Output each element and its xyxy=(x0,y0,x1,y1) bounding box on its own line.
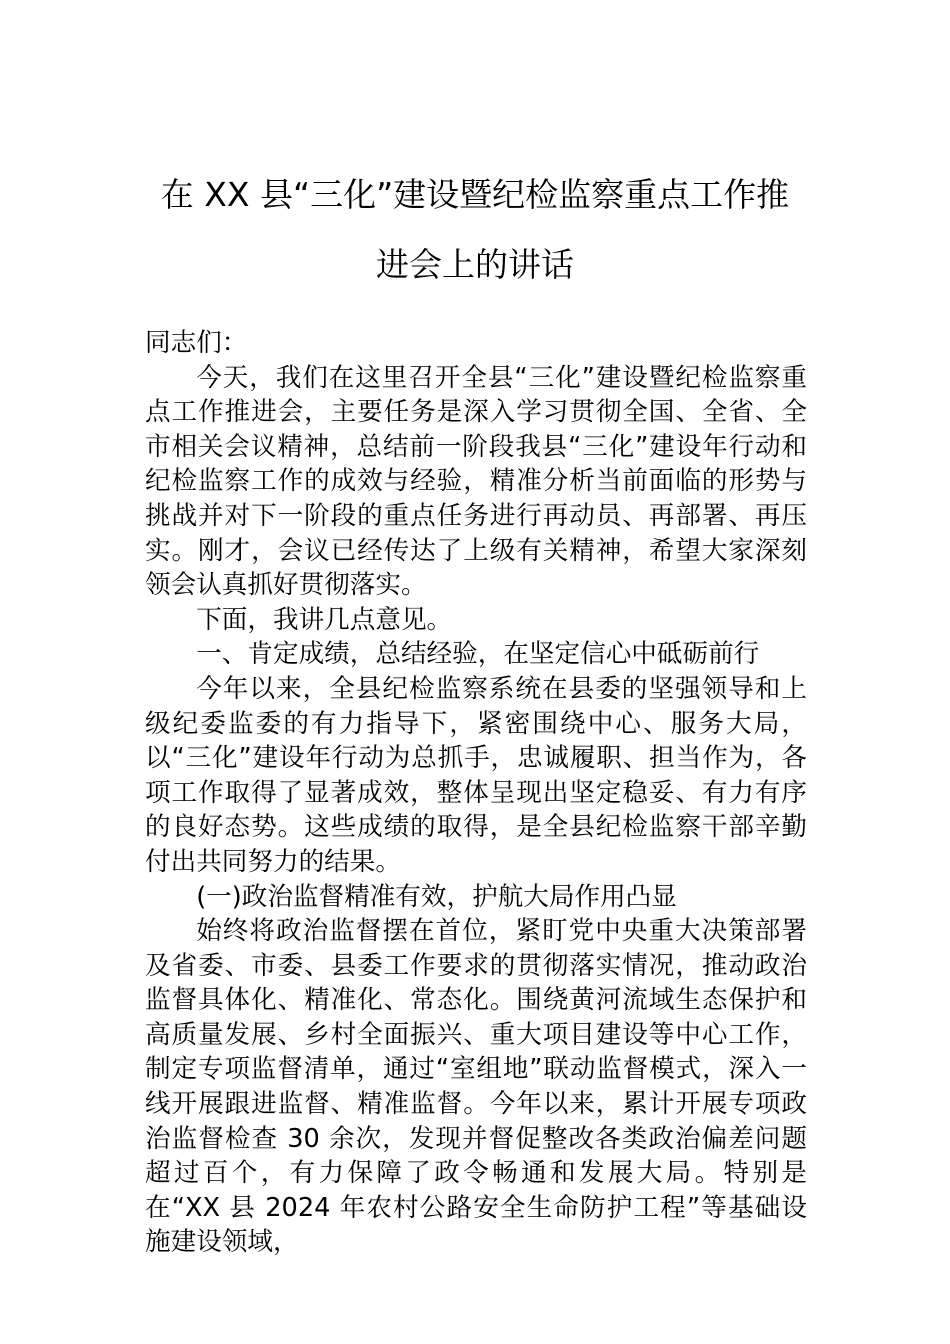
salutation: 同志们： xyxy=(145,328,248,358)
paragraph-transition: 下面，我讲几点意见。 xyxy=(196,604,453,635)
title-line-1: 在 XX 县“三化”建设暨纪检监察重点工作推 xyxy=(160,175,790,214)
document-title xyxy=(140,160,810,300)
paragraph-political-supervision: 始终将政治监督摆在首位，紧盯党中央重大决策部署及省委、市委、县委工作要求的贯彻落实情况，推动政治监督具体化、精准化、常态化。围绕黄河流域生态保护和高质量发展、乡村全面振兴、重大项目建设等中心工作，制定专项监督清单，通过“室组地”联动监督模式，深入一线开展跟进监督、精准监督。今年以来，累计开展专项政治监督检查 30 余次，发现并督促整改各类政治偏差问题超过百个，有力保障了政令畅通和发展大局。特别是在“XX 县 2024 年农村公路安全生命防护工程”等基础设施建设领域， xyxy=(145,916,807,1258)
paragraph-achievements: 今年以来，全县纪检监察系统在县委的坚强领导和上级纪委监委的有力指导下，紧密围绕中心、服务大局，以“三化”建设年行动为总抓手，忠诚履职、担当作为，各项工作取得了显著成效，整体呈现出坚定稳妥、有力有序的良好态势。这些成绩的取得，是全县纪检监察干部辛勤付出共同努力的结果。 xyxy=(145,673,807,877)
subsection-heading-1: (一)政治监督精准有效，护航大局作用凸显 xyxy=(196,881,677,912)
section-heading-1: 一、肯定成绩，总结经验，在坚定信心中砥砺前行 xyxy=(196,639,760,670)
title-line-2: 进会上的讲话 xyxy=(376,245,574,284)
document-body xyxy=(145,326,807,1260)
paragraph-intro: 今天，我们在这里召开全县“三化”建设暨纪检监察重点工作推进会，主要任务是深入学习贯彻全国、全省、全市相关会议精神，总结前一阶段我县“三化”建设年行动和纪检监察工作的成效与经验，精准分析当前面临的形势与挑战并对下一阶段的重点任务进行再动员、再部署、再压实。刚才，会议已经传达了上级有关精神，希望大家深刻领会认真抓好贯彻落实。 xyxy=(145,362,807,601)
